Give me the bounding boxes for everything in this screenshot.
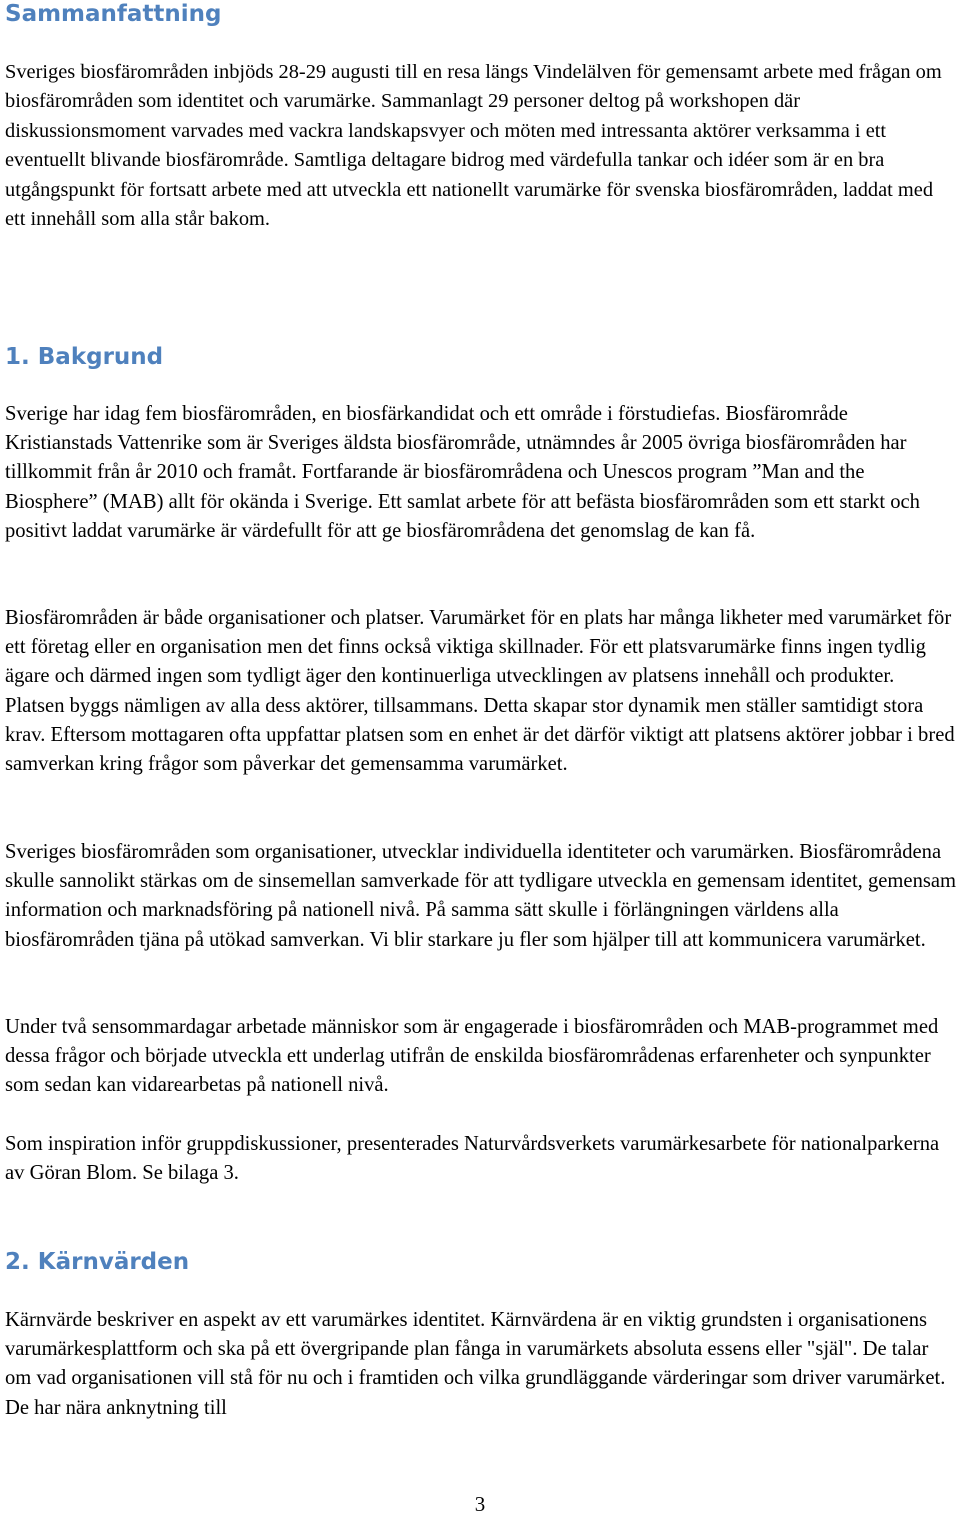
section-1-paragraph-2: Biosfärområden är både organisationer och platser. Varumärket för en plats har många likheter med varumärket för ett företag eller en organisation men det finns också viktiga skillnader. För ett platsvarumärke finns ingen tydlig ägare och därmed ingen som tydligt äger den kontinuerliga utvecklingen av platsens innehåll och produkter. Platsen byggs nämligen av alla dess aktörer, tillsammans. Detta skapar stor dynamik men ställer samtidigt stora krav. Eftersom mottagaren ofta uppfattar platsen som en enhet är det därför viktigt att platsens aktörer jobbar i bred samverkan kring frågor som påverkar det gemensamma varumärket.	[5, 607, 955, 776]
section-2-title: Kärnvärden	[37, 1249, 190, 1275]
summary-heading: Sammanfattning	[5, 1, 222, 27]
section-1-title: Bakgrund	[37, 344, 164, 370]
section-1-heading	[5, 343, 163, 371]
summary-paragraph: Sveriges biosfärområden inbjöds 28-29 augusti till en resa längs Vindelälven för gemensamt arbete med frågan om biosfärområden som identitet och varumärke. Sammanlagt 29 personer deltog på workshopen där diskussionsmoment varvades med vackra landskapsvyer och möten med intressanta aktörer verksamma i ett eventuellt blivande biosfärområde. Samtliga deltagare bidrog med värdefulla tankar och idéer som är en bra utgångspunkt för fortsatt arbete med att utveckla ett nationellt varumärke för svenska biosfärområden, laddat med ett innehåll som alla står bakom.	[5, 61, 942, 231]
section-1-number: 1.	[5, 344, 30, 370]
section-2-heading	[5, 1248, 189, 1276]
section-1-paragraph-4: Under två sensommardagar arbetade människor som är engagerade i biosfärområden och MAB-programmet med dessa frågor och började utveckla ett underlag utifrån de enskilda biosfärområdenas erfarenheter och synpunkter som sedan kan vidarearbetas på nationell nivå.	[5, 1016, 939, 1097]
section-1-paragraph-5: Som inspiration inför gruppdiskussioner, presenterades Naturvårdsverkets varumärkesarbete för nationalparkerna av Göran Blom. Se bilaga 3.	[5, 1133, 940, 1185]
section-1-paragraph-1: Sverige har idag fem biosfärområden, en biosfärkandidat och ett område i förstudiefas. Biosfärområde Kristianstads Vattenrike som är Sveriges äldsta biosfärområde, utnämndes år 2005 övriga biosfärområden har tillkommit från år 2010 och framåt. Fortfarande är biosfärområdena och Unescos program ”Man and the Biosphere” (MAB) allt för okända i Sverige. Ett samlat arbete för att befästa biosfärområden som ett starkt och positivt laddat varumärke är värdefullt för att ge biosfärområdena det genomslag de kan få.	[5, 403, 920, 542]
section-2-paragraph-1: Kärnvärde beskriver en aspekt av ett varumärkes identitet. Kärnvärdena är en viktig grundsten i organisationens varumärkesplattform och ska på ett övergripande plan fånga in varumärkets absoluta essens eller "själ". De talar om vad organisationen vill stå för nu och i framtiden och vilka grundläggande värderingar som driver varumärket. De har nära anknytning till	[5, 1309, 946, 1419]
section-2-number: 2.	[5, 1249, 30, 1275]
section-1-paragraph-3: Sveriges biosfärområden som organisationer, utvecklar individuella identiteter och varumärken. Biosfärområdena skulle sannolikt stärkas om de sinsemellan samverkade för att tydligare utveckla en gemensam identitet, gemensam information och marknadsföring på nationell nivå. På samma sätt skulle i förlängningen världens alla biosfärområden tjäna på utökad samverkan. Vi blir starkare ju fler som hjälper till att kommunicera varumärket.	[5, 841, 957, 951]
page-number: 3	[474, 1492, 486, 1516]
